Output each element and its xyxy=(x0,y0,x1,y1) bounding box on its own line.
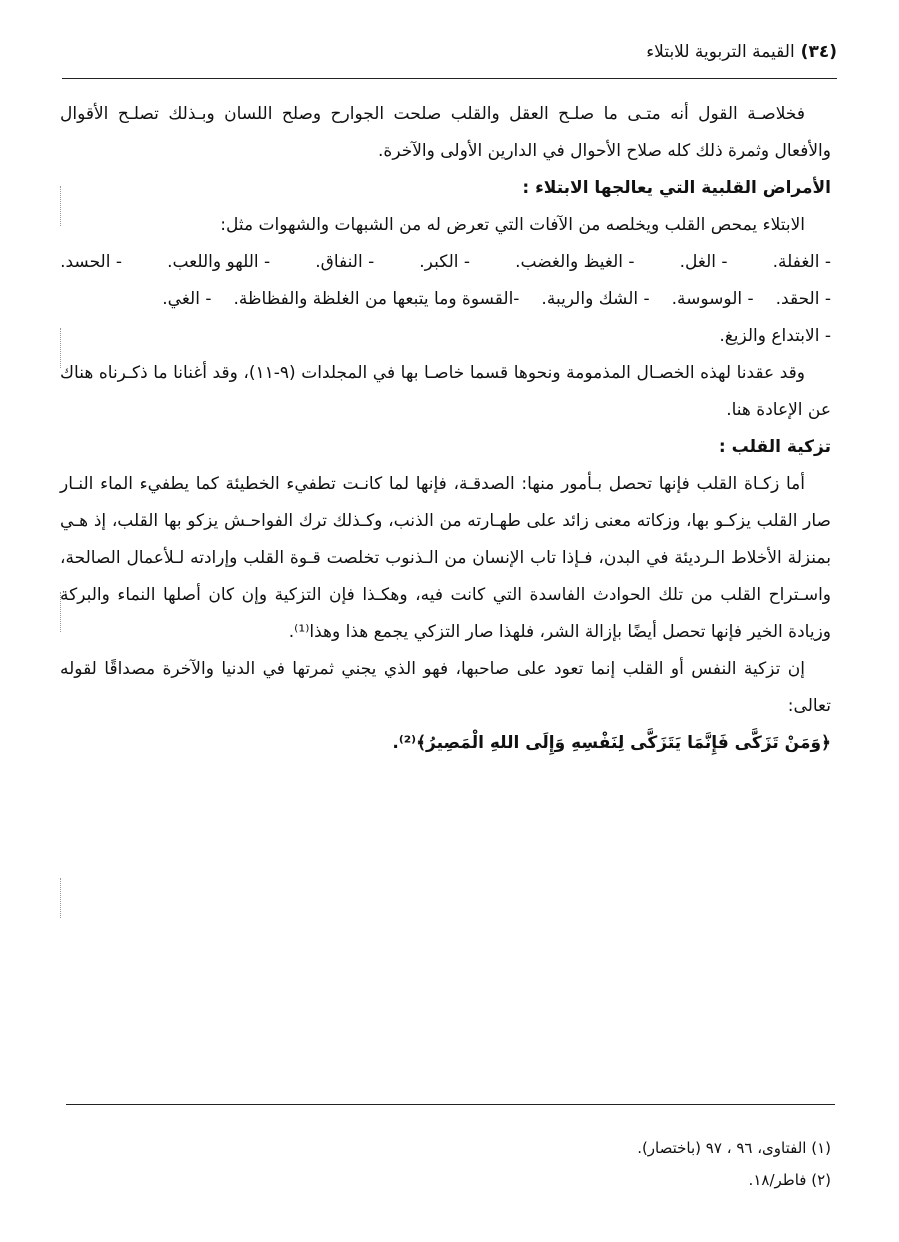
footnote: (١) الفتاوى، ٩٦ ، ٩٧ (باختصار). xyxy=(637,1139,831,1157)
running-header xyxy=(62,38,837,79)
list-item: - الغفلة. xyxy=(772,252,831,272)
paragraph-self-benefit: إن تزكية النفس أو القلب إنما تعود على صاحبها، فهو الذي يجني ثمرتها في الدنيا والآخرة مصداقًا لقوله تعالى: xyxy=(60,659,831,716)
list-item: - الغي. xyxy=(162,289,212,309)
list-row xyxy=(60,281,831,318)
list-item: - الغل. xyxy=(679,252,728,272)
paragraph-purification: أما زكـاة القلب فإنها تحصل بـأمور منها: الصدقـة، فإنها لما كانـت تطفيء الخطيئة كما يطفيء الماء النـار صار القلب يزكـو بها، وزكاته معنى زائد على طهـارته من الذنب، وكـذلك ترك الفواحـش يزكو بها القلب، إذ هـي بمنزلة الأخلاط الـرديئة في البدن، فـإذا تاب الإنسان من الـذنوب تخلصت قـوة القلب وإرادته لـلأعمال الصالحة، واسـتراح القلب من تلك الحوادث الفاسدة التي كانت فيه، وهكـذا فإن التزكية وإن كان أصلها النماء والبركة وزيادة الخير فإنها تحصل أيضًا بإزالة الشر، فلهذا صار التزكي يجمع هذا وهذا⁽¹⁾. xyxy=(60,474,831,642)
section-heading-diseases: الأمراض القلبية التي يعالجها الابتلاء : xyxy=(522,178,831,198)
list-item: - الشك والريبة. xyxy=(541,289,650,309)
list-row xyxy=(60,318,831,355)
list-item: -القسوة وما يتبعها من الغلظة والفظاظة. xyxy=(233,289,520,309)
footnote: (٢) فاطر/١٨. xyxy=(748,1171,831,1189)
main-text xyxy=(60,96,831,762)
list-item: - الوسوسة. xyxy=(671,289,754,309)
footnotes xyxy=(60,1132,831,1196)
header-title-group xyxy=(646,42,837,62)
list-item: - الحسد. xyxy=(60,252,122,272)
list-item: - اللهو واللعب. xyxy=(167,252,271,272)
chapter-title: القيمة التربوية للابتلاء xyxy=(646,42,795,62)
margin-mark xyxy=(60,878,61,918)
paragraph-reference: وقد عقدنا لهذه الخصـال المذمومة ونحوها قسما خاصـا بها في المجلدات (٩-١١)، وقد أغنانا ما ذكـرناه هناك عن الإعادة هنا. xyxy=(60,363,831,420)
list-item: - النفاق. xyxy=(315,252,375,272)
list-item: - الابتداع والزيغ. xyxy=(719,326,831,346)
section-heading-purification: تزكية القلب : xyxy=(718,437,831,457)
quran-verse: ﴿وَمَنْ تَزَكَّى فَإِنَّمَا يَتَزَكَّى لِنَفْسِهِ وَإِلَى اللهِ الْمَصِيرُ﴾⁽²⁾. xyxy=(392,733,831,753)
paragraph-intro-list: الابتلاء يمحص القلب ويخلصه من الآفات التي تعرض له من الشبهات والشهوات مثل: xyxy=(220,215,805,235)
list-item: - الغيظ والغضب. xyxy=(515,252,635,272)
paragraph-conclusion: فخلاصـة القول أنه متـى ما صلـح العقل والقلب صلحت الجوارح وصلح اللسان وبـذلك تصلـح الأقوال والأفعال وثمرة ذلك كله صلاح الأحوال في الدارين الأولى والآخرة. xyxy=(60,104,831,161)
footnote-separator xyxy=(66,1104,835,1105)
list-item: - الحقد. xyxy=(775,289,831,309)
page-number: (٣٤) xyxy=(800,42,837,62)
list-item: - الكبر. xyxy=(419,252,471,272)
list-row xyxy=(60,244,831,281)
